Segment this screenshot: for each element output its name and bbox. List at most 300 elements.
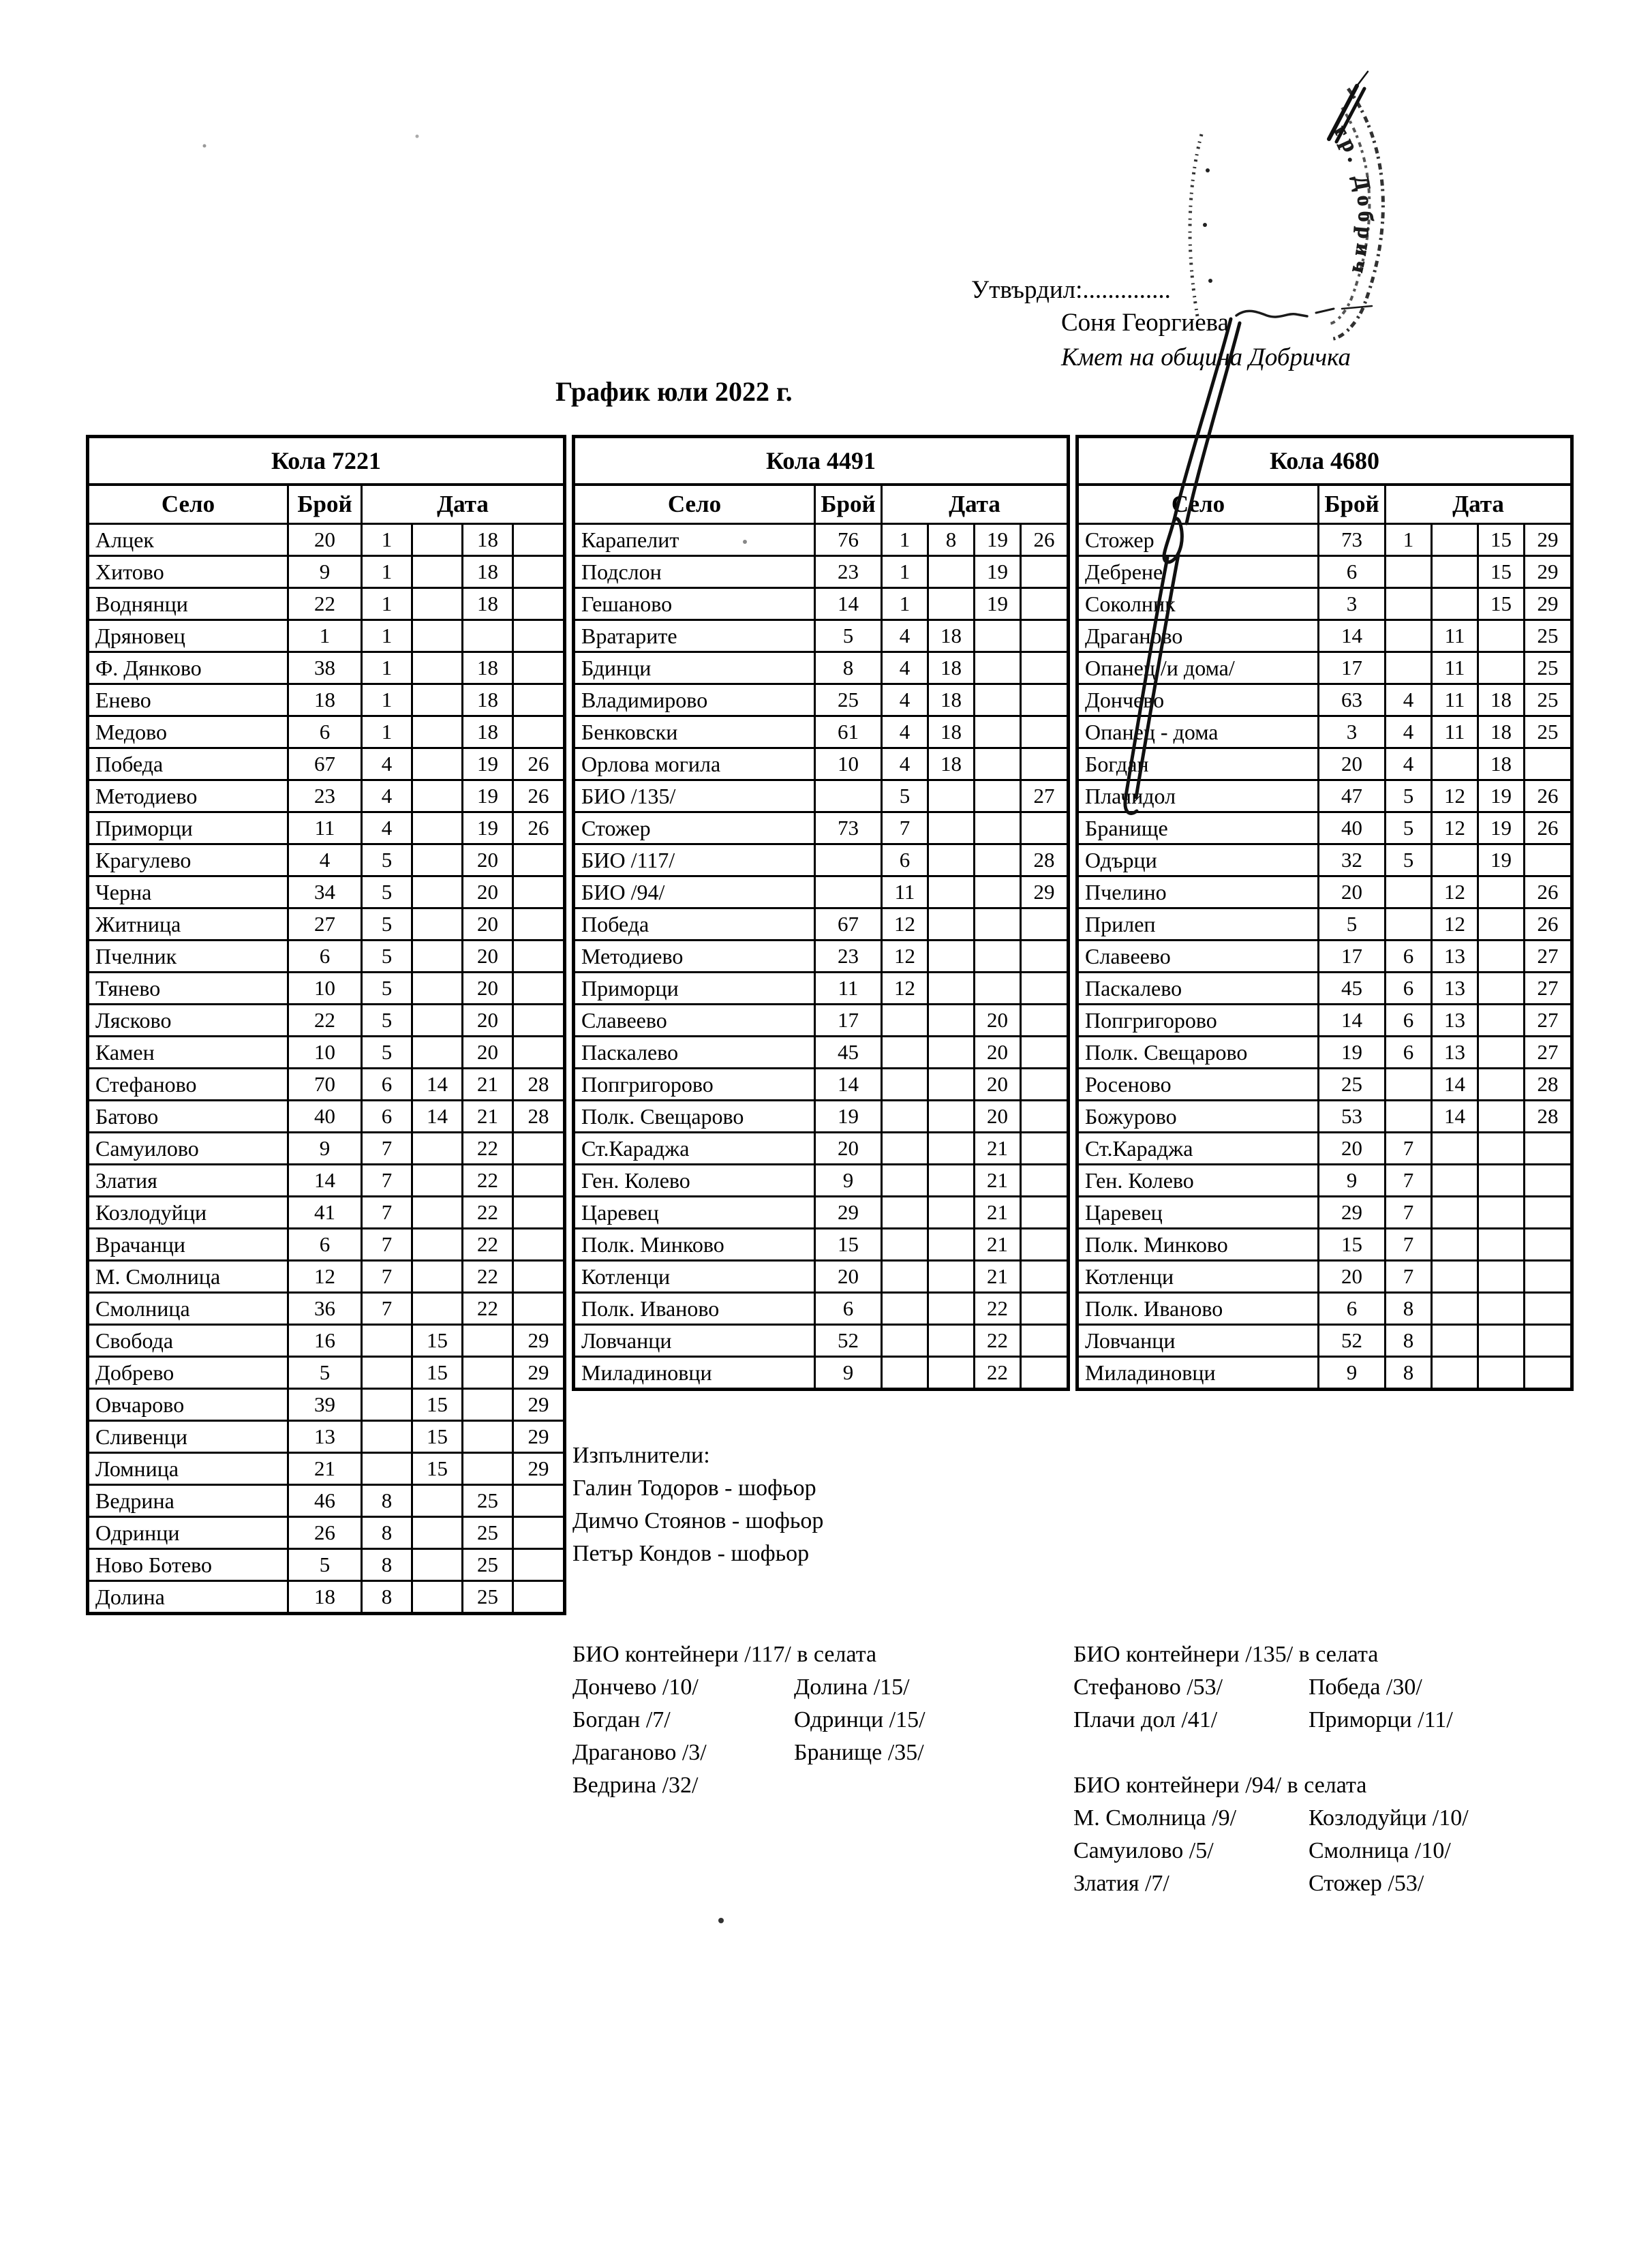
date-cell: 18 [463,716,513,748]
executors-heading: Изпълнители: [572,1443,710,1468]
count-cell [815,780,882,812]
count-cell: 29 [815,1197,882,1229]
date-cell [1525,748,1572,780]
date-cell: 21 [975,1229,1021,1261]
village-cell: Полк. Свещарово [574,1101,815,1133]
date-cell [1021,684,1069,716]
village-cell: Златия [88,1165,288,1197]
date-cell: 14 [412,1101,463,1133]
date-cell [463,1325,513,1357]
date-cell: 12 [1432,876,1478,908]
date-cell [412,876,463,908]
date-cell [928,556,975,588]
date-cell [412,652,463,684]
bio-note-117 [572,1638,926,1802]
date-cell: 18 [928,684,975,716]
table-row [574,812,1069,844]
date-cell [975,684,1021,716]
date-cell [1386,588,1432,620]
bio-note-item: Дончево /10/ [572,1675,699,1700]
date-cell [513,973,565,1005]
date-cell [1525,1229,1572,1261]
count-cell: 23 [815,941,882,973]
date-cell [1021,716,1069,748]
table-row [88,812,565,844]
date-cell [513,1165,565,1197]
date-cell [1021,1133,1069,1165]
date-cell [362,1421,412,1453]
date-cell: 5 [362,1037,412,1069]
date-cell [1478,1037,1525,1069]
date-cell: 12 [882,973,928,1005]
date-cell [1432,844,1478,876]
table-row [574,1325,1069,1357]
table-row [1077,684,1572,716]
date-cell [975,652,1021,684]
date-cell [412,1229,463,1261]
village-cell: Славеево [574,1005,815,1037]
table-row [1077,1229,1572,1261]
date-cell: 25 [1525,652,1572,684]
date-cell [1021,1229,1069,1261]
date-cell [1021,1165,1069,1197]
date-cell [975,780,1021,812]
date-cell [1386,1069,1432,1101]
date-cell [513,876,565,908]
table-row [574,1165,1069,1197]
date-cell: 20 [975,1069,1021,1101]
date-cell [513,1517,565,1549]
date-cell [928,1357,975,1390]
count-cell: 20 [1319,1133,1386,1165]
date-cell: 18 [1478,716,1525,748]
count-cell: 9 [815,1165,882,1197]
date-cell [412,844,463,876]
date-cell: 20 [463,876,513,908]
date-cell: 27 [1525,973,1572,1005]
date-cell: 18 [928,716,975,748]
date-cell: 26 [513,780,565,812]
bio-note-item: Самуилово /5/ [1073,1838,1214,1863]
date-cell [1525,1261,1572,1293]
date-cell [362,1325,412,1357]
date-cell: 29 [1021,876,1069,908]
date-cell: 15 [412,1453,463,1485]
date-cell: 12 [1432,812,1478,844]
date-cell: 27 [1525,1005,1572,1037]
table-row [88,780,565,812]
date-cell [975,876,1021,908]
date-cell: 5 [362,844,412,876]
list-item: Петър Кондов - шофьор [572,1541,810,1566]
date-cell [412,973,463,1005]
date-cell [928,1165,975,1197]
village-cell: Подслон [574,556,815,588]
date-cell: 21 [975,1133,1021,1165]
table-row [88,844,565,876]
col-count: Брой [1319,485,1386,524]
vehicle-name: Кола 4680 [1077,437,1572,485]
date-cell: 18 [928,620,975,652]
table-row [1077,973,1572,1005]
date-cell [412,748,463,780]
date-cell: 26 [1525,876,1572,908]
date-cell: 7 [362,1165,412,1197]
date-cell [1478,1165,1525,1197]
table-row [88,973,565,1005]
date-cell: 5 [362,876,412,908]
col-count: Брой [288,485,362,524]
col-date: Дата [362,485,565,524]
table-row [88,1357,565,1389]
village-cell: Методиево [574,941,815,973]
date-cell: 18 [1478,684,1525,716]
date-cell: 7 [1386,1229,1432,1261]
date-cell: 29 [513,1325,565,1357]
date-cell: 1 [362,556,412,588]
date-cell [513,941,565,973]
table-row [88,876,565,908]
date-cell: 18 [463,684,513,716]
date-cell: 7 [362,1261,412,1293]
date-cell: 14 [1432,1069,1478,1101]
date-cell: 8 [928,524,975,556]
village-cell: Пчелино [1077,876,1319,908]
table-row [1077,716,1572,748]
date-cell [513,1261,565,1293]
date-cell: 5 [1386,844,1432,876]
date-cell [412,1261,463,1293]
count-cell: 36 [288,1293,362,1325]
date-cell: 20 [463,1005,513,1037]
count-cell: 61 [815,716,882,748]
date-cell [1432,1261,1478,1293]
village-cell: Камен [88,1037,288,1069]
date-cell [1386,908,1432,941]
village-cell: Славеево [1077,941,1319,973]
date-cell [975,812,1021,844]
date-cell: 20 [975,1005,1021,1037]
village-cell: Опанец - дома [1077,716,1319,748]
date-cell [975,908,1021,941]
date-cell: 5 [362,941,412,973]
count-cell: 8 [815,652,882,684]
date-cell [362,1357,412,1389]
date-cell: 22 [463,1197,513,1229]
date-cell: 7 [1386,1165,1432,1197]
count-cell: 20 [288,524,362,556]
count-cell: 14 [815,1069,882,1101]
date-cell [1432,588,1478,620]
date-cell: 6 [362,1101,412,1133]
date-cell [882,1293,928,1325]
date-cell: 7 [1386,1197,1432,1229]
date-cell [1525,1165,1572,1197]
date-cell: 28 [513,1069,565,1101]
count-cell: 40 [1319,812,1386,844]
table-row [1077,876,1572,908]
date-cell [463,1357,513,1389]
date-cell: 21 [975,1197,1021,1229]
count-cell: 23 [288,780,362,812]
date-cell: 4 [362,748,412,780]
bio-note-item: Приморци /11/ [1309,1707,1453,1732]
date-cell: 13 [1432,1005,1478,1037]
table-row [574,1005,1069,1037]
date-cell [362,1453,412,1485]
table-row [88,1517,565,1549]
date-cell [412,908,463,941]
date-cell: 22 [975,1293,1021,1325]
village-cell: Свобода [88,1325,288,1357]
count-cell: 23 [815,556,882,588]
date-cell: 18 [928,748,975,780]
date-cell [1021,973,1069,1005]
col-village: Село [88,485,288,524]
date-cell: 1 [362,588,412,620]
bio-note-item: Бранище /35/ [794,1740,924,1765]
bio-note-item: Козлодуйци /10/ [1309,1805,1469,1831]
date-cell [513,1549,565,1581]
date-cell: 28 [1525,1069,1572,1101]
date-cell [463,620,513,652]
date-cell: 18 [1478,748,1525,780]
village-cell: Тянево [88,973,288,1005]
date-cell [1525,1325,1572,1357]
date-cell [412,1485,463,1517]
bio-note-row [1073,1802,1469,1835]
date-cell [412,780,463,812]
date-cell: 28 [513,1101,565,1133]
date-cell [882,1261,928,1293]
date-cell: 8 [362,1485,412,1517]
table-row [88,652,565,684]
date-cell [1432,1197,1478,1229]
count-cell: 5 [288,1357,362,1389]
date-cell: 18 [463,588,513,620]
date-cell: 20 [463,941,513,973]
date-cell [928,876,975,908]
table-row [574,1133,1069,1165]
date-cell [1021,812,1069,844]
date-cell [928,588,975,620]
village-cell: Ф. Дянково [88,652,288,684]
date-cell: 19 [463,748,513,780]
village-cell: Бенковски [574,716,815,748]
date-cell [928,973,975,1005]
count-cell: 17 [1319,941,1386,973]
village-cell: Карапелит [574,524,815,556]
count-cell: 70 [288,1069,362,1101]
count-cell: 15 [815,1229,882,1261]
count-cell: 73 [815,812,882,844]
date-cell [928,780,975,812]
date-cell [928,1037,975,1069]
date-cell [928,1005,975,1037]
date-cell [1021,620,1069,652]
date-cell [1525,1293,1572,1325]
date-cell [1021,908,1069,941]
village-cell: Алцек [88,524,288,556]
village-cell: Полк. Минково [574,1229,815,1261]
date-cell: 27 [1525,1037,1572,1069]
date-cell: 22 [463,1165,513,1197]
date-cell: 5 [362,1005,412,1037]
date-cell: 18 [463,524,513,556]
date-cell [1478,1357,1525,1390]
table-row [574,556,1069,588]
date-cell: 6 [362,1069,412,1101]
date-cell [1432,748,1478,780]
date-cell [882,1133,928,1165]
date-cell: 21 [463,1069,513,1101]
table-row [88,716,565,748]
village-cell: Сливенци [88,1421,288,1453]
date-cell: 25 [463,1549,513,1581]
table-row [1077,1037,1572,1069]
date-cell: 5 [882,780,928,812]
table-row [88,908,565,941]
date-cell [1432,1229,1478,1261]
bio-note-item: Долина /15/ [794,1675,910,1700]
vehicle-name: Кола 7221 [88,437,565,485]
date-cell: 1 [362,620,412,652]
bio-note-item: Смолница /10/ [1309,1838,1451,1863]
date-cell: 1 [882,524,928,556]
date-cell: 26 [513,748,565,780]
count-cell: 9 [815,1357,882,1390]
table-row [1077,652,1572,684]
count-cell: 34 [288,876,362,908]
table-row [1077,1005,1572,1037]
count-cell: 20 [1319,1261,1386,1293]
date-cell: 26 [1021,524,1069,556]
date-cell: 11 [1432,652,1478,684]
village-cell: Божурово [1077,1101,1319,1133]
date-cell [463,1453,513,1485]
count-cell: 9 [288,1133,362,1165]
date-cell [928,1133,975,1165]
date-cell [928,844,975,876]
count-cell: 5 [815,620,882,652]
list-item: Галин Тодоров - шофьор [572,1476,816,1501]
date-cell: 6 [1386,941,1432,973]
village-cell: Стефаново [88,1069,288,1101]
bio-note-row [1073,1671,1453,1704]
village-cell: Методиево [88,780,288,812]
date-cell [513,844,565,876]
count-cell: 46 [288,1485,362,1517]
date-cell [1478,941,1525,973]
date-cell [412,1517,463,1549]
count-cell: 20 [1319,748,1386,780]
village-cell: Котленци [574,1261,815,1293]
village-cell: Ст.Караджа [574,1133,815,1165]
date-cell: 4 [882,620,928,652]
bio-note-item: Златия /7/ [1073,1871,1169,1896]
village-cell: Смолница [88,1293,288,1325]
date-cell: 19 [975,588,1021,620]
table-row [574,780,1069,812]
date-cell [412,716,463,748]
vehicle-name: Кола 4491 [574,437,1069,485]
stamp-city-text: гр. Добрич [1329,121,1378,281]
date-cell [1021,1069,1069,1101]
approver-name: Соня Георгиева [1061,309,1229,337]
date-cell: 22 [463,1293,513,1325]
date-cell: 26 [513,812,565,844]
village-cell: Котленци [1077,1261,1319,1293]
date-cell [1478,973,1525,1005]
village-cell: Стожер [574,812,815,844]
table-row [1077,620,1572,652]
bio-note-row [1073,1867,1469,1900]
bio-note-row [572,1769,926,1802]
village-cell: Козлодуйци [88,1197,288,1229]
date-cell: 1 [362,716,412,748]
count-cell: 41 [288,1197,362,1229]
pen-tick [1329,72,1368,142]
bio-note-row [572,1704,926,1737]
table-row [88,620,565,652]
col-count: Брой [815,485,882,524]
table-row [1077,1069,1572,1101]
date-cell: 4 [882,716,928,748]
date-cell [882,1325,928,1357]
village-cell: Паскалево [574,1037,815,1069]
table-row [1077,908,1572,941]
count-cell: 14 [815,588,882,620]
date-cell [513,684,565,716]
date-cell [975,973,1021,1005]
village-cell: Хитово [88,556,288,588]
date-cell: 5 [362,973,412,1005]
date-cell: 7 [882,812,928,844]
date-cell: 20 [975,1101,1021,1133]
date-cell [882,1037,928,1069]
col-date: Дата [882,485,1069,524]
date-cell [1021,652,1069,684]
date-cell [975,941,1021,973]
table-row [574,620,1069,652]
table-row [1077,1325,1572,1357]
date-cell [412,1549,463,1581]
date-cell [928,941,975,973]
table-row [1077,1293,1572,1325]
table-row [1077,1261,1572,1293]
count-cell: 3 [1319,716,1386,748]
date-cell: 1 [882,556,928,588]
date-cell: 29 [1525,588,1572,620]
table-row [574,876,1069,908]
date-cell: 25 [463,1581,513,1614]
village-cell: Черна [88,876,288,908]
date-cell: 15 [412,1325,463,1357]
count-cell: 6 [288,1229,362,1261]
table-row [574,973,1069,1005]
date-cell: 11 [1432,684,1478,716]
bio-note-heading: БИО контейнери /135/ в селата [1073,1642,1379,1667]
village-cell: Полк. Иваново [1077,1293,1319,1325]
bio-note-row [572,1737,926,1769]
village-cell: Ст.Караджа [1077,1133,1319,1165]
table-row [1077,941,1572,973]
count-cell: 45 [815,1037,882,1069]
table-row [1077,748,1572,780]
date-cell [1021,556,1069,588]
date-cell: 21 [975,1165,1021,1197]
count-cell: 20 [815,1261,882,1293]
